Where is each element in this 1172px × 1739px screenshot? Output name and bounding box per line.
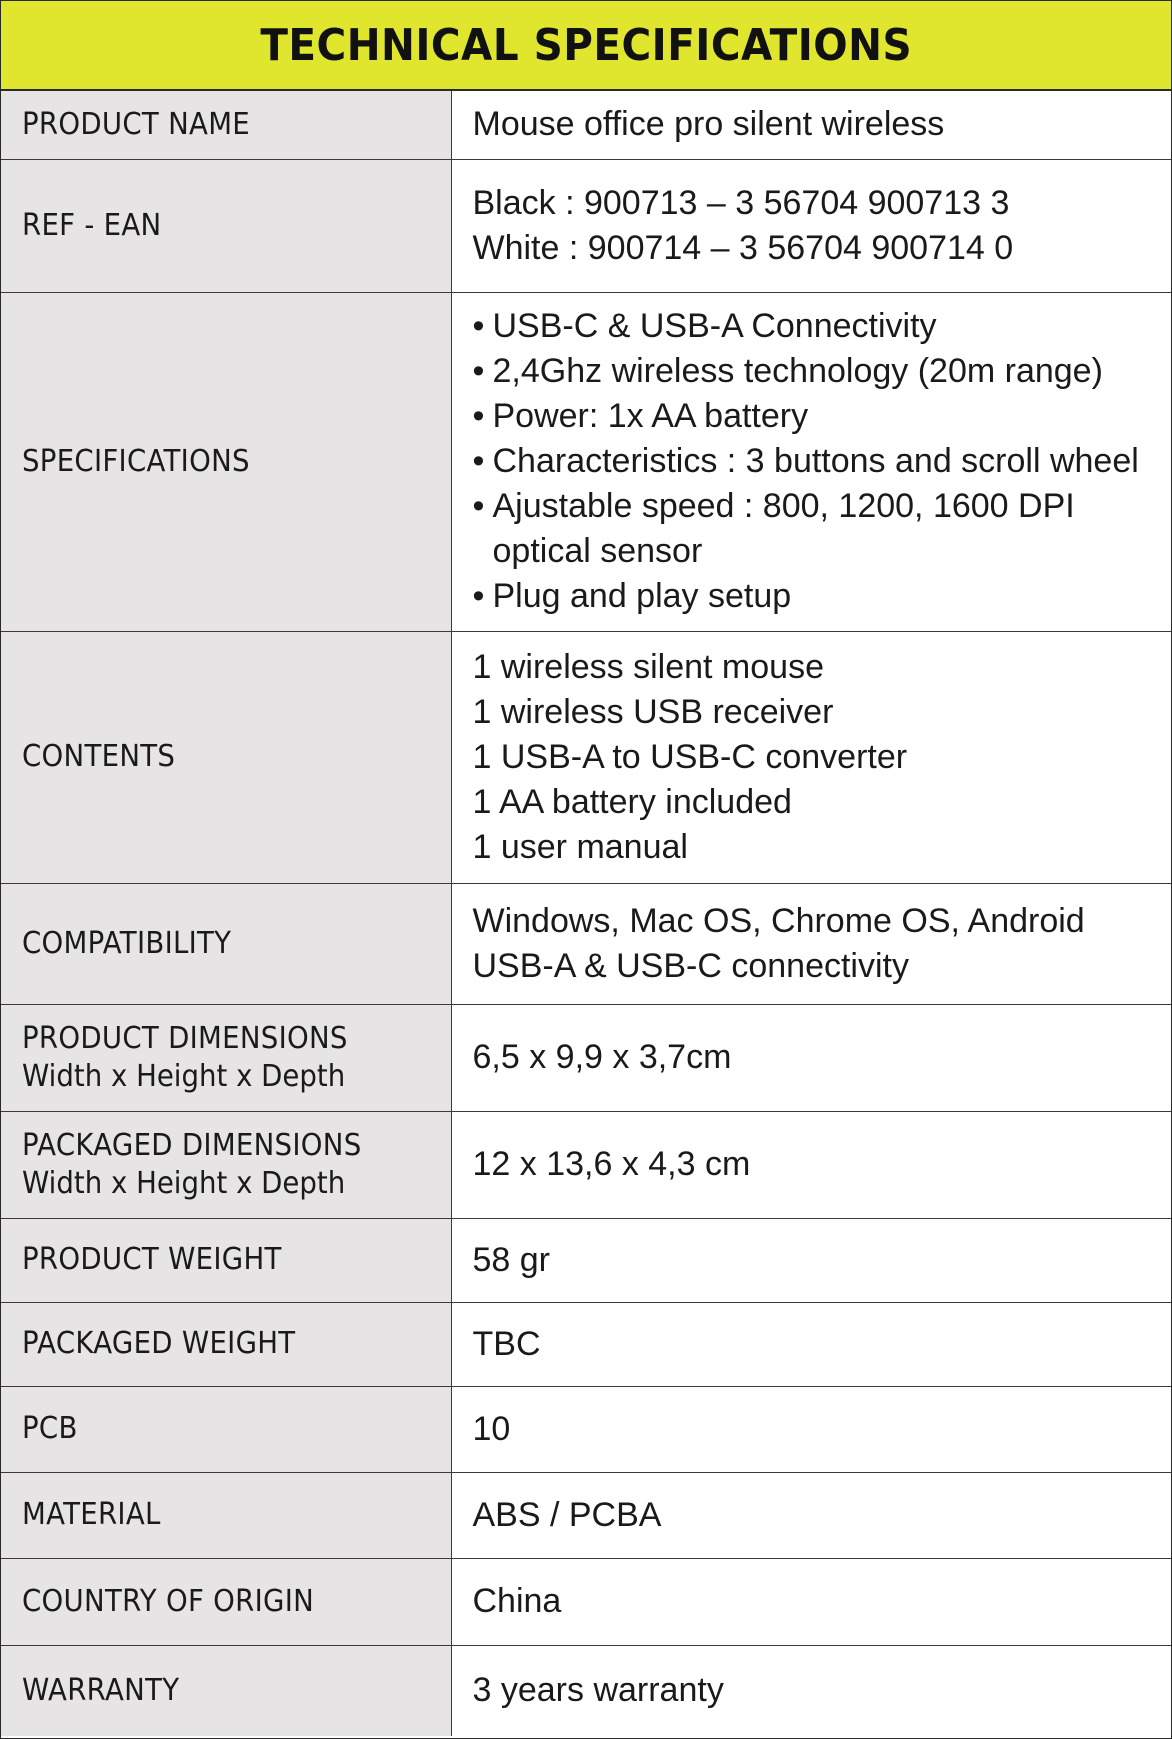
table-row	[1, 91, 1171, 159]
table-row	[1, 883, 1171, 1004]
label-text: PRODUCT DIMENSIONS	[22, 1020, 348, 1056]
label-subtext: Width x Height x Depth	[22, 1165, 346, 1201]
row-value	[451, 1645, 1171, 1736]
table-row	[1, 1558, 1171, 1645]
table-row	[1, 1004, 1171, 1111]
label-subtext: Width x Height x Depth	[22, 1058, 346, 1094]
row-value	[451, 1472, 1171, 1558]
row-label	[1, 1558, 451, 1645]
value-text: China	[472, 1582, 562, 1620]
value-text: 3 years warranty	[472, 1671, 724, 1710]
label-text: SPECIFICATIONS	[22, 443, 250, 479]
list-item-text: Characteristics : 3 buttons and scroll wheel	[492, 442, 1139, 480]
value-line: USB-A & USB-C connectivity	[472, 946, 909, 985]
value-text: 6,5 x 9,9 x 3,7cm	[472, 1038, 732, 1076]
row-value	[451, 1004, 1171, 1111]
label-text: WARRANTY	[22, 1672, 180, 1708]
table-row	[1, 1645, 1171, 1736]
table-row	[1, 1218, 1171, 1302]
table-row	[1, 292, 1171, 631]
label-text: PACKAGED WEIGHT	[22, 1326, 296, 1361]
spec-bullet-list	[473, 304, 1172, 619]
value-text: ABS / PCBA	[472, 1495, 662, 1534]
row-label	[1, 1645, 451, 1736]
value-text: 10	[472, 1409, 511, 1448]
value-line: White : 900714 – 3 56704 900714 0	[472, 228, 1014, 267]
bullet-icon: •	[472, 487, 485, 525]
table-row	[1, 1302, 1171, 1386]
label-text: COUNTRY OF ORIGIN	[22, 1583, 315, 1619]
list-item	[473, 304, 1172, 349]
label-text: PRODUCT NAME	[22, 106, 251, 142]
table-row	[1, 1386, 1171, 1472]
spec-table	[1, 91, 1171, 1736]
table-row	[1, 1111, 1171, 1218]
row-label	[1, 159, 451, 292]
value-line: 1 USB-A to USB-C converter	[472, 737, 908, 776]
table-row	[1, 631, 1171, 883]
row-label	[1, 292, 451, 631]
table-row	[1, 159, 1171, 292]
row-label	[1, 1472, 451, 1558]
label-text: PACKAGED DIMENSIONS	[22, 1127, 362, 1163]
list-item-text: Ajustable speed : 800, 1200, 1600 DPI	[492, 487, 1075, 525]
list-item-text: Plug and play setup	[492, 577, 792, 615]
bullet-icon: •	[472, 442, 485, 480]
list-item-text: Power: 1x AA battery	[492, 397, 809, 435]
row-value	[451, 91, 1171, 159]
row-value	[451, 883, 1171, 1004]
label-text: PCB	[22, 1411, 78, 1446]
value-line: 1 wireless silent mouse	[472, 647, 824, 686]
value-text: 12 x 13,6 x 4,3 cm	[472, 1145, 751, 1183]
row-value	[451, 159, 1171, 292]
row-value	[451, 1302, 1171, 1386]
row-label	[1, 1111, 451, 1218]
row-value	[451, 1386, 1171, 1472]
value-text: Mouse office pro silent wireless	[472, 105, 945, 144]
value-line: Windows, Mac OS, Chrome OS, Android	[472, 901, 1085, 940]
list-item-continuation: optical sensor	[492, 532, 703, 570]
value-line: Black : 900713 – 3 56704 900713 3	[472, 183, 1010, 222]
list-item	[473, 484, 1172, 574]
row-label	[1, 1218, 451, 1302]
row-value	[451, 1558, 1171, 1645]
row-label	[1, 883, 451, 1004]
row-label	[1, 631, 451, 883]
page-title: TECHNICAL SPECIFICATIONS	[260, 19, 912, 71]
table-row	[1, 1472, 1171, 1558]
bullet-icon: •	[472, 307, 485, 345]
row-label	[1, 1302, 451, 1386]
row-value	[451, 1218, 1171, 1302]
row-value	[451, 1111, 1171, 1218]
value-text: TBC	[472, 1324, 541, 1363]
row-value	[451, 292, 1171, 631]
list-item	[473, 349, 1172, 394]
value-line: 1 wireless USB receiver	[472, 692, 834, 731]
label-text: REF - EAN	[22, 207, 162, 243]
label-text: CONTENTS	[22, 739, 176, 774]
bullet-icon: •	[472, 397, 485, 435]
label-text: PRODUCT WEIGHT	[22, 1242, 282, 1277]
row-label	[1, 91, 451, 159]
row-value	[451, 631, 1171, 883]
value-line: 1 user manual	[472, 827, 688, 866]
row-label	[1, 1004, 451, 1111]
list-item	[473, 574, 1172, 619]
list-item	[473, 439, 1172, 484]
list-item-text: 2,4Ghz wireless technology (20m range)	[492, 352, 1103, 390]
title-bar	[1, 1, 1171, 91]
bullet-icon: •	[472, 352, 485, 390]
bullet-icon: •	[472, 577, 485, 615]
label-text: MATERIAL	[22, 1497, 161, 1532]
value-line: 1 AA battery included	[472, 782, 792, 821]
value-text: 58 gr	[472, 1240, 550, 1279]
label-text: COMPATIBILITY	[22, 925, 232, 961]
list-item-text: USB-C & USB-A Connectivity	[492, 307, 937, 345]
list-item	[473, 394, 1172, 439]
row-label	[1, 1386, 451, 1472]
